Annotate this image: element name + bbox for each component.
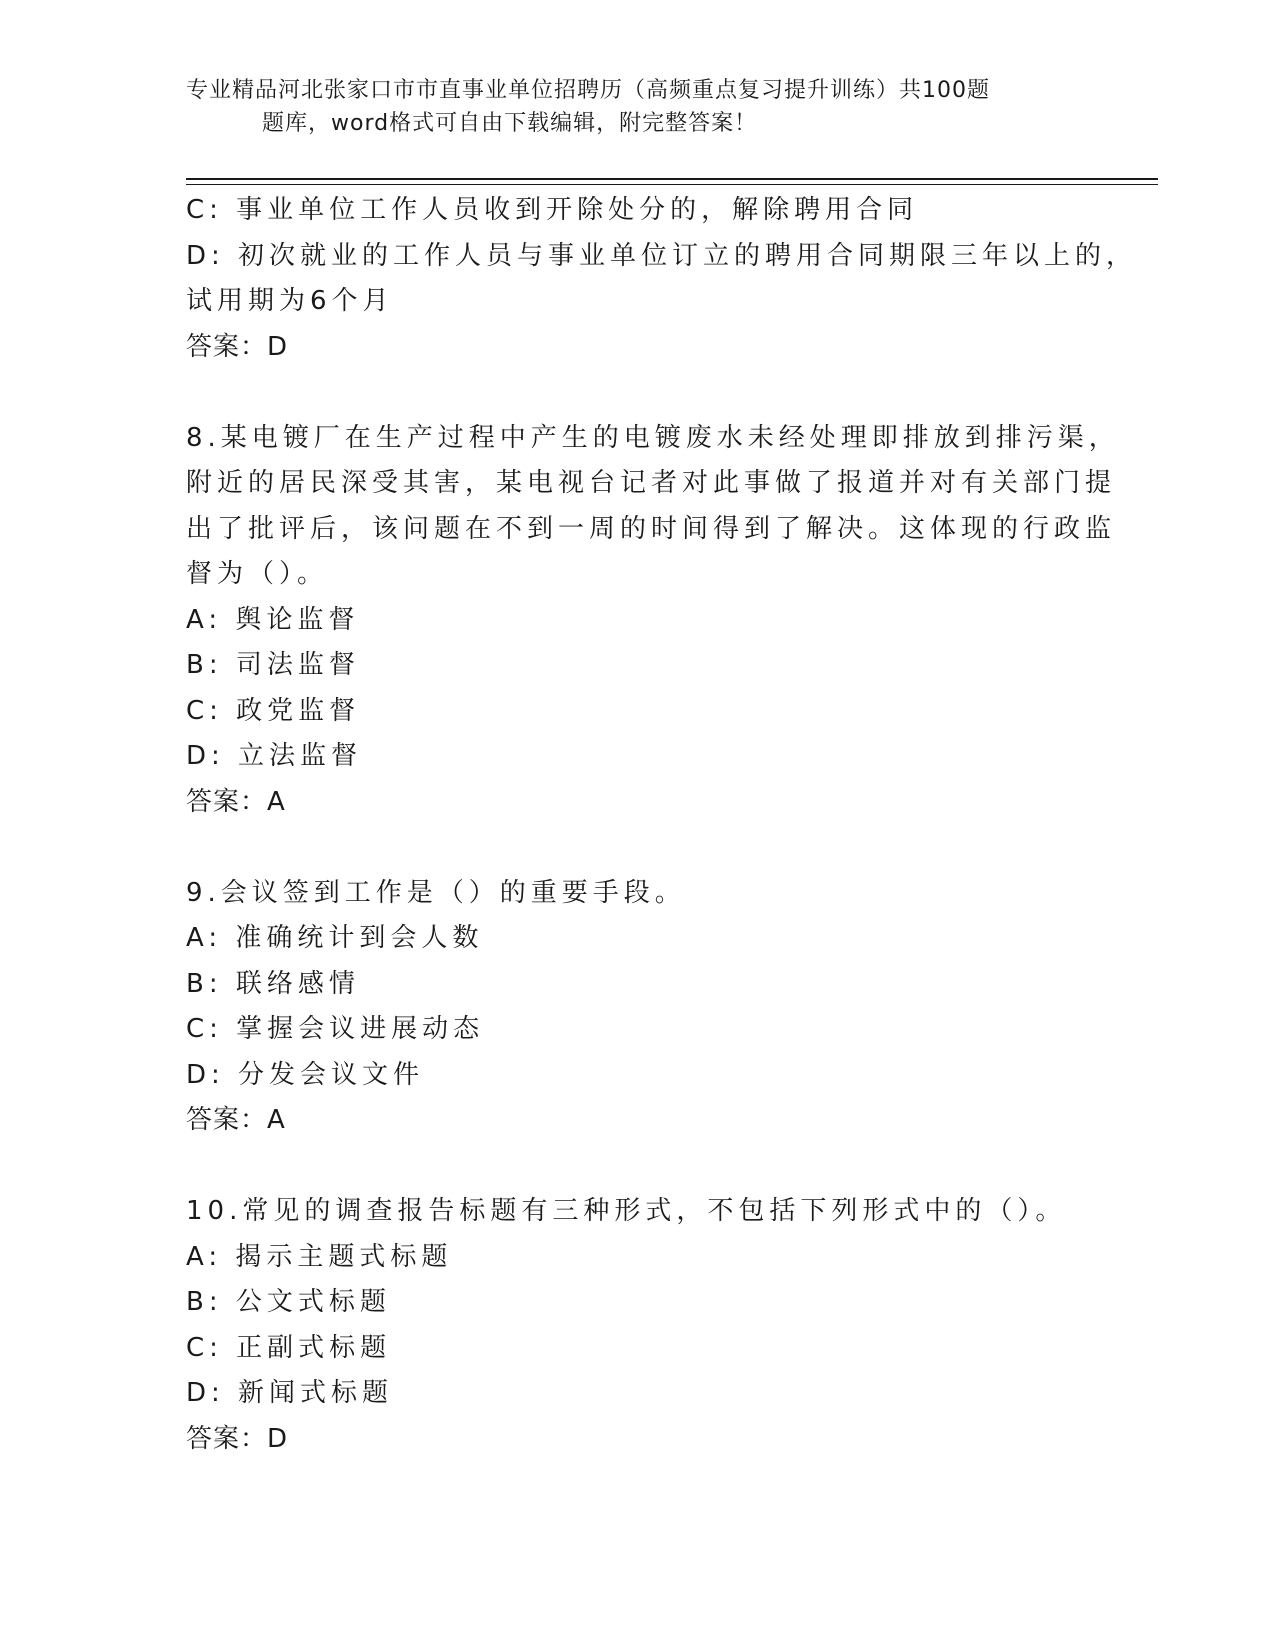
question-stem-line-2: 附近的居民深受其害，某电视台记者对此事做了报道并对有关部门提 xyxy=(186,468,1117,498)
document-body xyxy=(186,188,1138,1462)
option-c: C: 正副式标题 xyxy=(186,1332,392,1363)
option-b: B: 公文式标题 xyxy=(186,1287,391,1317)
question-stem: 10.常见的调查报告标题有三种形式，不包括下列形式中的（）。 xyxy=(186,1196,1067,1226)
question-stem-line-1: 8.某电镀厂在生产过程中产生的电镀废水未经处理即排放到排污渠， xyxy=(186,422,1120,453)
option-c: C: 政党监督 xyxy=(186,695,361,726)
question-stem-line-3: 出了批评后，该问题在不到一周的时间得到了解决。这体现的行政监 xyxy=(186,513,1117,544)
option-d: D: 分发会议文件 xyxy=(186,1059,425,1090)
header-divider-thin xyxy=(186,184,1158,185)
option-a: A: 准确统计到会人数 xyxy=(186,923,484,953)
question-7-tail xyxy=(186,188,1138,370)
spacer xyxy=(186,1144,1086,1190)
answer: 答案：D xyxy=(186,331,289,362)
question-10 xyxy=(186,1189,1086,1462)
spacer xyxy=(186,825,1086,871)
document-header xyxy=(186,74,1066,140)
question-9 xyxy=(186,871,1086,1144)
header-title-line-2: 题库，word格式可自由下载编辑，附完整答案！ xyxy=(262,111,758,136)
answer: 答案：A xyxy=(186,786,286,817)
option-d-line-2: 试用期为6个月 xyxy=(186,286,394,316)
option-d-line-1: D: 初次就业的工作人员与事业单位订立的聘用合同期限三年以上的， xyxy=(186,240,1138,271)
option-a: A: 舆论监督 xyxy=(186,604,360,635)
answer: 答案：D xyxy=(186,1423,289,1454)
option-d: D: 立法监督 xyxy=(186,741,363,771)
answer: 答案：A xyxy=(186,1105,286,1135)
header-title-line-1: 专业精品河北张家口市市直事业单位招聘历（高频重点复习提升训练）共100题 xyxy=(186,78,990,103)
question-stem: 9.会议签到工作是（）的重要手段。 xyxy=(186,877,686,908)
spacer xyxy=(186,370,1086,416)
option-c: C: 事业单位工作人员收到开除处分的，解除聘用合同 xyxy=(186,195,919,225)
option-d: D: 新闻式标题 xyxy=(186,1378,394,1408)
option-b: B: 司法监督 xyxy=(186,650,360,680)
option-a: A: 揭示主题式标题 xyxy=(186,1241,453,1272)
question-8 xyxy=(186,416,1120,826)
option-b: B: 联络感情 xyxy=(186,968,360,999)
option-c: C: 掌握会议进展动态 xyxy=(186,1014,485,1044)
question-stem-line-4: 督为（）。 xyxy=(186,559,329,589)
header-divider-thick xyxy=(186,178,1158,180)
